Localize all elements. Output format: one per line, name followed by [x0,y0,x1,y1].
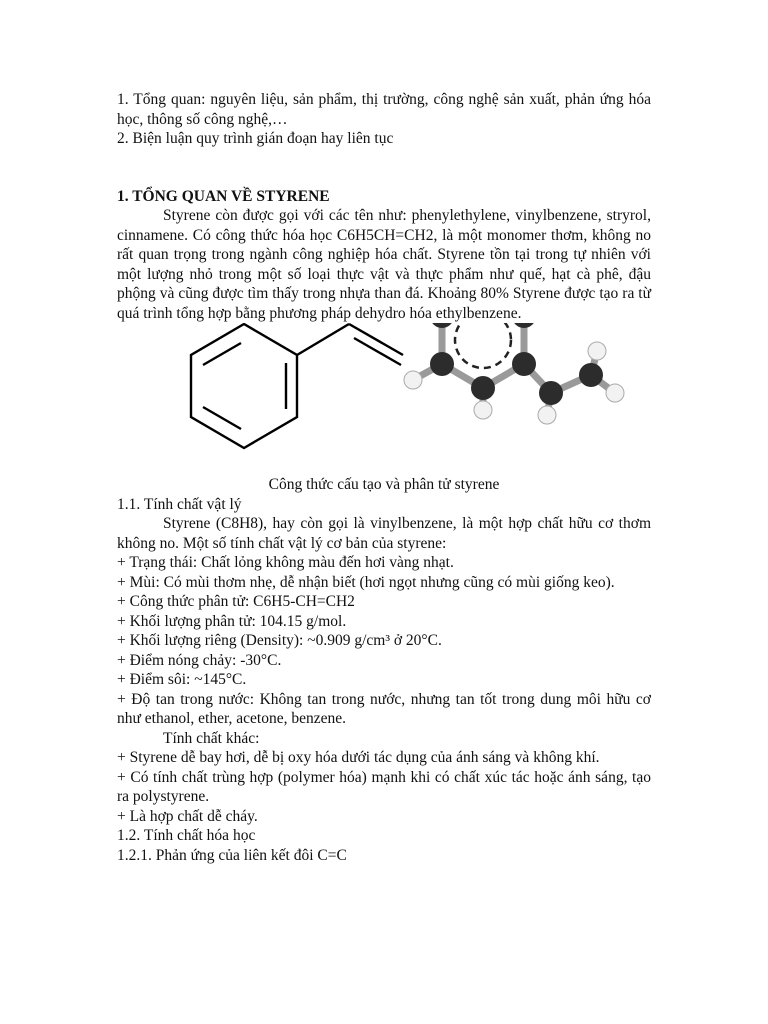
property-item: + Khối lượng riêng (Density): ~0.909 g/cm³ ở 20°C. [117,632,442,649]
other-property-item: + Styrene dễ bay hơi, dễ bị oxy hóa dưới tác dụng của ánh sáng và không khí. [117,749,600,766]
chemical-heading: 1.2. Tính chất hóa học [117,827,256,844]
physical-heading: 1.1. Tính chất vật lý [117,495,242,513]
property-item: + Độ tan trong nước: Không tan trong nước, nhưng tan tốt trong dung môi hữu cơ như ethanol, ether, acetone, benzene. [117,690,651,727]
physical-intro: Styrene (C8H8), hay còn gọi là vinylbenzene, là một hợp chất hữu cơ thơm không no. Một số tính chất vật lý cơ bản của styrene: [117,515,651,552]
styrene-figure [117,323,651,475]
figure-caption: Công thức cấu tạo và phân tử styrene [268,476,500,493]
intro-paragraph: Styrene còn được gọi với các tên như: phenylethylene, vinylbenzene, stryrol, cinnamene. Có công thức hóa học C6H5CH=CH2, là một monomer thơm, không no rất quan trọng trong ngành công nghiệp hóa chất. Styrene tồn tại trong tự nhiên với một lượng nhỏ trong một số loại thực vật và thực phẩm như quế, hạt cà phê, đậu phộng và cũng được tìm thấy trong nhựa than đá. Khoảng 80% Styrene được tạo ra từ quá trình tổng hợp bằng phương pháp dehydro hóa ethylbenzene. [117,207,651,322]
property-item: + Điểm sôi: ~145°C. [117,671,247,688]
property-item: + Khối lượng phân tử: 104.15 g/mol. [117,612,347,630]
other-properties-heading: Tính chất khác: [163,729,260,747]
property-item: + Công thức phân tử: C6H5-CH=CH2 [117,593,355,610]
other-property-item: + Là hợp chất dễ cháy. [117,807,258,825]
property-item: + Mùi: Có mùi thơm nhẹ, dễ nhận biết (hơi ngọt nhưng cũng có mùi giống keo). [117,573,615,591]
outline-item-1: 1. Tổng quan: nguyên liệu, sản phẩm, thị trường, công nghệ sản xuất, phản ứng hóa học, thông số công nghệ,… [117,91,651,128]
chemical-subheading: 1.2.1. Phản ứng của liên kết đôi C=C [117,846,347,864]
skeletal-formula [191,324,403,448]
outline-item-2: 2. Biện luận quy trình gián đoạn hay liên tục [117,130,394,147]
document-page [117,90,651,865]
styrene-structure-diagram [117,323,651,475]
section-heading: 1. TỔNG QUAN VỀ STYRENE [117,187,330,205]
ball-and-stick-model [404,323,624,424]
property-item: + Điểm nóng chảy: -30°C. [117,651,282,669]
other-property-item: + Có tính chất trùng hợp (polymer hóa) mạnh khi có chất xúc tác hoặc ánh sáng, tạo ra polystyrene. [117,768,651,805]
property-item: + Trạng thái: Chất lỏng không màu đến hơi vàng nhạt. [117,554,454,571]
